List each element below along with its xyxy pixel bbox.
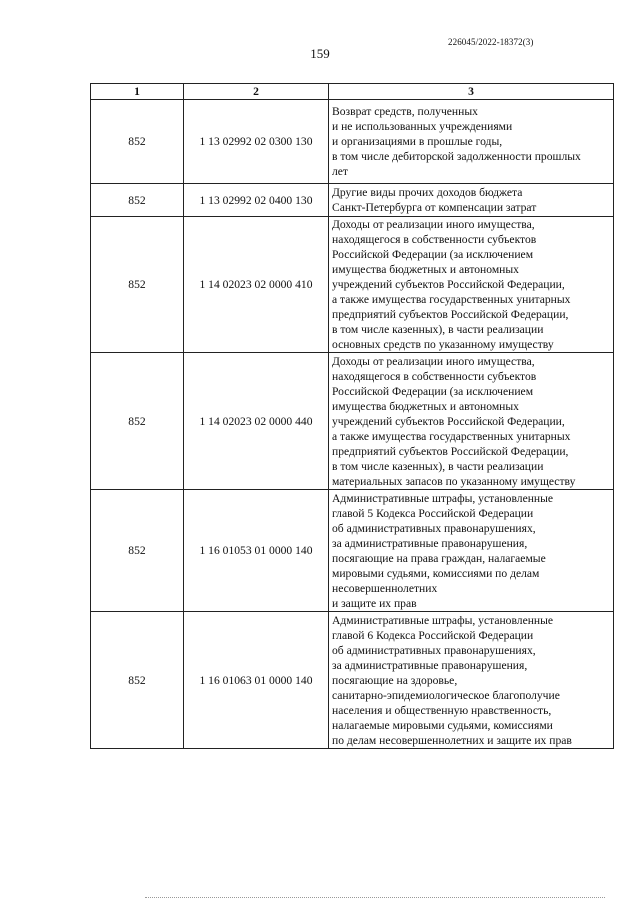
revenue-description-cell: Доходы от реализации иного имущества, находящегося в собственности субъектов Российской Федерации (за исключением имущества бюджетных и автономных учреждений субъектов Российской Федерации, а также имущества государственных унитарных предприятий субъектов Российской Федерации, в том числе казенных), в части реализации основных средств по указанному имуществу <box>329 217 614 353</box>
revenue-code-cell: 1 13 02992 02 0400 130 <box>184 184 329 217</box>
revenue-code-cell: 1 16 01063 01 0000 140 <box>184 612 329 749</box>
table-header-row <box>91 84 614 100</box>
revenue-code-cell: 1 14 02023 02 0000 410 <box>184 217 329 353</box>
table-row <box>91 612 614 749</box>
column-header-1: 1 <box>91 84 184 100</box>
admin-code-cell: 852 <box>91 612 184 749</box>
revenue-description-cell: Другие виды прочих доходов бюджета Санкт-Петербурга от компенсации затрат <box>329 184 614 217</box>
table-row <box>91 490 614 612</box>
revenue-codes-table <box>90 83 614 749</box>
revenue-description-cell: Возврат средств, полученных и не использованных учреждениями и организациями в прошлые годы, в том числе дебиторской задолженности прошлых лет <box>329 100 614 184</box>
revenue-code-cell: 1 16 01053 01 0000 140 <box>184 490 329 612</box>
admin-code-cell: 852 <box>91 490 184 612</box>
column-header-3: 3 <box>329 84 614 100</box>
scan-artifact-line <box>145 897 605 901</box>
admin-code-cell: 852 <box>91 217 184 353</box>
admin-code-cell: 852 <box>91 100 184 184</box>
table-row <box>91 353 614 490</box>
revenue-code-cell: 1 13 02992 02 0300 130 <box>184 100 329 184</box>
table-row <box>91 217 614 353</box>
revenue-description-cell: Административные штрафы, установленные главой 6 Кодекса Российской Федерации об административных правонарушениях, за административные правонарушения, посягающие на здоровье, санитарно-эпидемиологическое благополучие населения и общественную нравственность, налагаемые мировыми судьями, комиссиями по делам несовершеннолетних и защите их прав <box>329 612 614 749</box>
revenue-description-cell: Доходы от реализации иного имущества, находящегося в собственности субъектов Российской Федерации (за исключением имущества бюджетных и автономных учреждений субъектов Российской Федерации, а также имущества государственных унитарных предприятий субъектов Российской Федерации, в том числе казенных), в части реализации материальных запасов по указанному имуществу <box>329 353 614 490</box>
document-registration-number: 226045/2022-18372(3) <box>448 37 534 47</box>
table-row <box>91 100 614 184</box>
admin-code-cell: 852 <box>91 184 184 217</box>
page-number: 159 <box>310 46 330 61</box>
revenue-code-cell: 1 14 02023 02 0000 440 <box>184 353 329 490</box>
table-row <box>91 184 614 217</box>
column-header-2: 2 <box>184 84 329 100</box>
revenue-description-cell: Административные штрафы, установленные главой 5 Кодекса Российской Федерации об административных правонарушениях, за административные правонарушения, посягающие на права граждан, налагаемые мировыми судьями, комиссиями по делам несовершеннолетних и защите их прав <box>329 490 614 612</box>
admin-code-cell: 852 <box>91 353 184 490</box>
